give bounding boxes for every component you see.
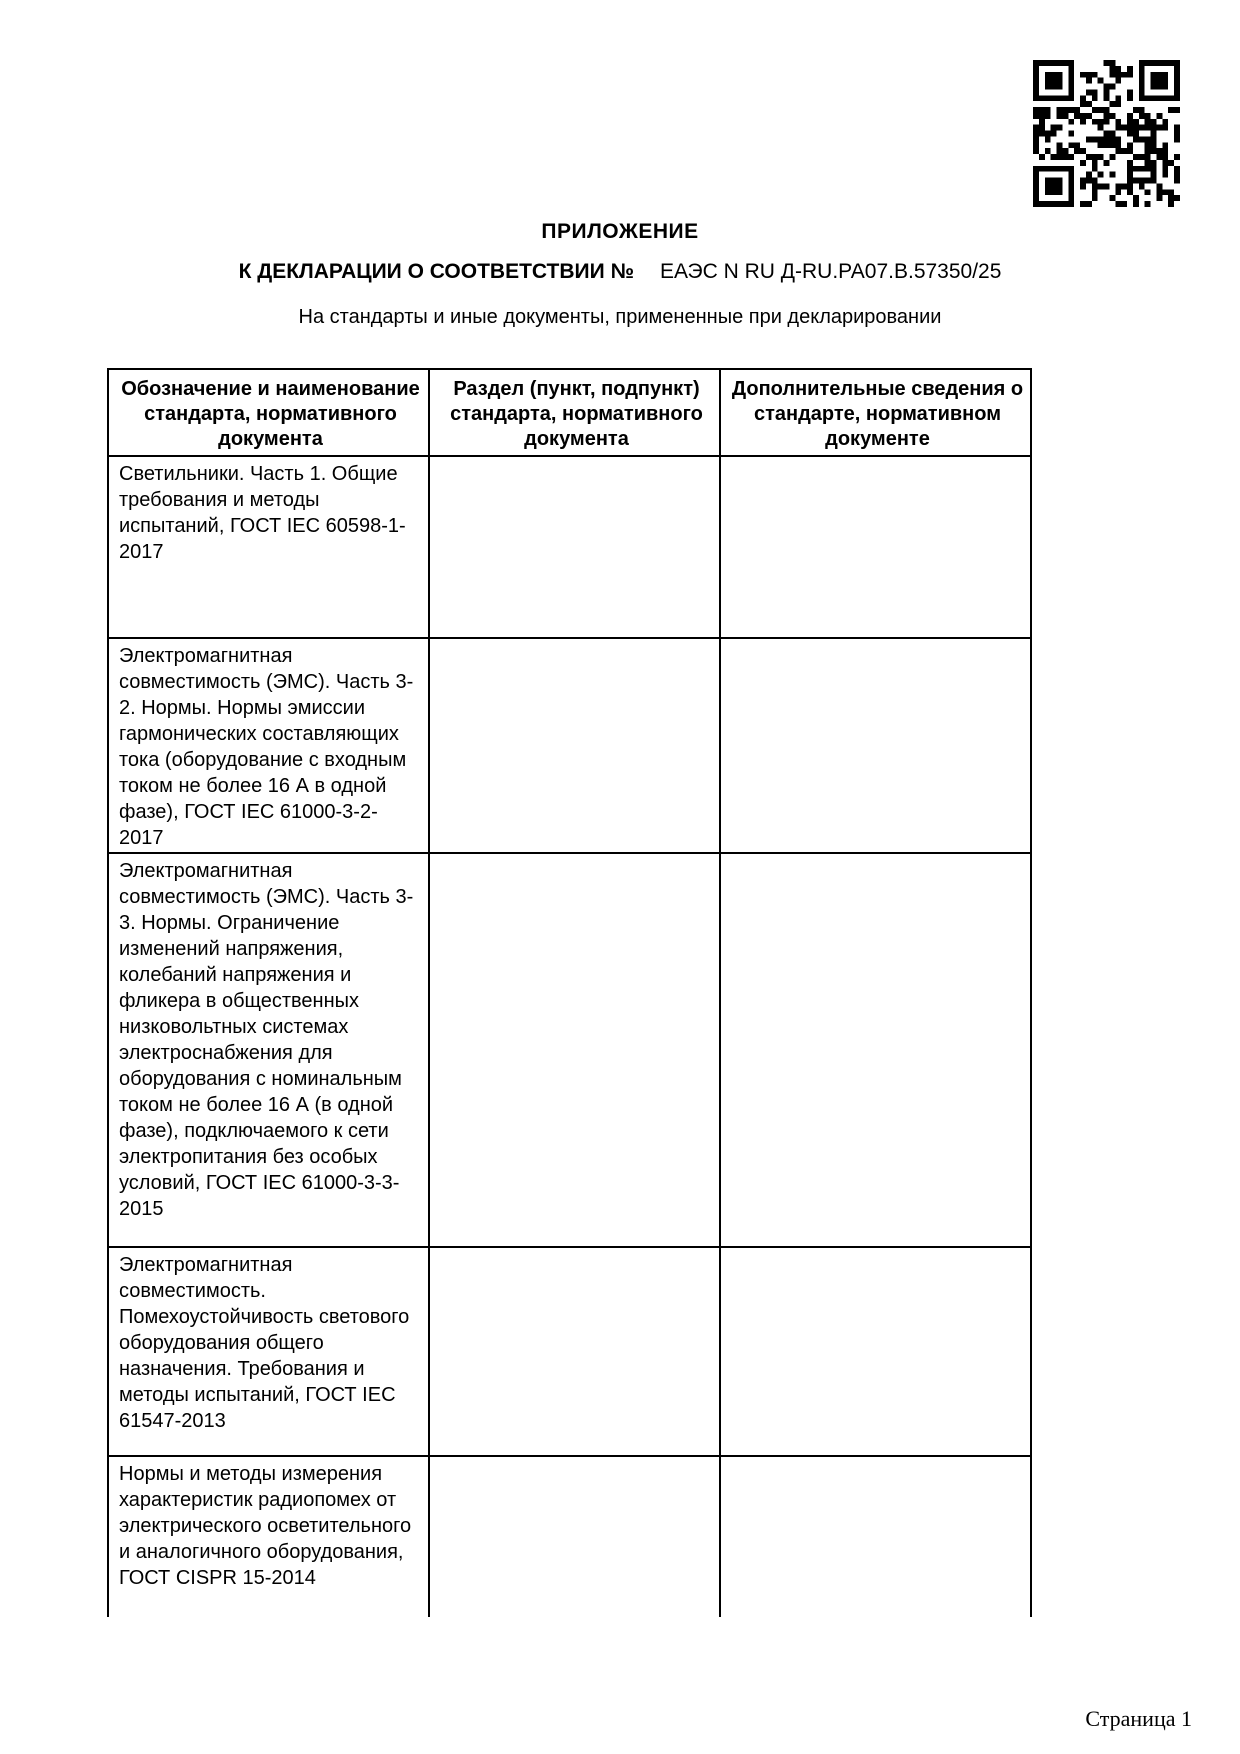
qr-code-svg [1033, 60, 1180, 207]
column-header-section: Раздел (пункт, подпункт) стандарта, нормативного документа [430, 370, 721, 455]
declaration-number: ЕАЭС N RU Д-RU.РА07.В.57350/25 [659, 260, 1002, 283]
info-cell [721, 639, 1030, 852]
page-number: Страница 1 [1085, 1706, 1192, 1731]
table-row [109, 854, 1030, 1248]
qr-code-icon [1033, 60, 1180, 207]
section-cell [430, 639, 721, 852]
info-cell [721, 457, 1030, 637]
info-cell [721, 1457, 1030, 1617]
page-title: ПРИЛОЖЕНИЕ [541, 220, 699, 243]
declaration-line [0, 260, 1240, 284]
standard-cell: Электромагнитная совместимость. Помехоустойчивость светового оборудования общего назначения. Требования и методы испытаний, ГОСТ IEC 61547-2013 [109, 1248, 430, 1455]
table-row [109, 639, 1030, 854]
standard-cell: Светильники. Часть 1. Общие требования и методы испытаний, ГОСТ IEC 60598-1-2017 [109, 457, 430, 637]
column-header-standard: Обозначение и наименование стандарта, нормативного документа [109, 370, 430, 455]
table-row [109, 1457, 1030, 1617]
section-cell [430, 1248, 721, 1455]
table-row [109, 457, 1030, 639]
info-cell [721, 854, 1030, 1246]
section-cell [430, 854, 721, 1246]
section-cell [430, 1457, 721, 1617]
standards-table [107, 368, 1032, 1617]
column-header-info: Дополнительные сведения о стандарте, нормативном документе [731, 378, 1024, 450]
table-row [109, 1248, 1030, 1457]
standard-cell: Электромагнитная совместимость (ЭМС). Часть 3-2. Нормы. Нормы эмиссии гармонических составляющих тока (оборудование с входным током не более 16 А в одной фазе), ГОСТ IEC 61000-3-2-2017 [109, 639, 430, 852]
standard-cell: Электромагнитная совместимость (ЭМС). Часть 3-3. Нормы. Ограничение изменений напряжения, колебаний напряжения и фликера в общественных низковольтных системах электроснабжения для оборудования с номинальным током не более 16 А (в одной фазе), подключаемого к сети электропитания без особых условий, ГОСТ IEC 61000-3-3-2015 [109, 854, 430, 1246]
declaration-label: К ДЕКЛАРАЦИИ О СООТВЕТСТВИИ № [238, 260, 634, 283]
info-cell [721, 1248, 1030, 1455]
standard-cell: Нормы и методы измерения характеристик радиопомех от электрического осветительного и аналогичного оборудования, ГОСТ CISPR 15-2014 [109, 1457, 430, 1617]
section-cell [430, 457, 721, 637]
document-description: На стандарты и иные документы, примененные при декларировании [298, 306, 942, 328]
table-header-row [109, 370, 1030, 457]
